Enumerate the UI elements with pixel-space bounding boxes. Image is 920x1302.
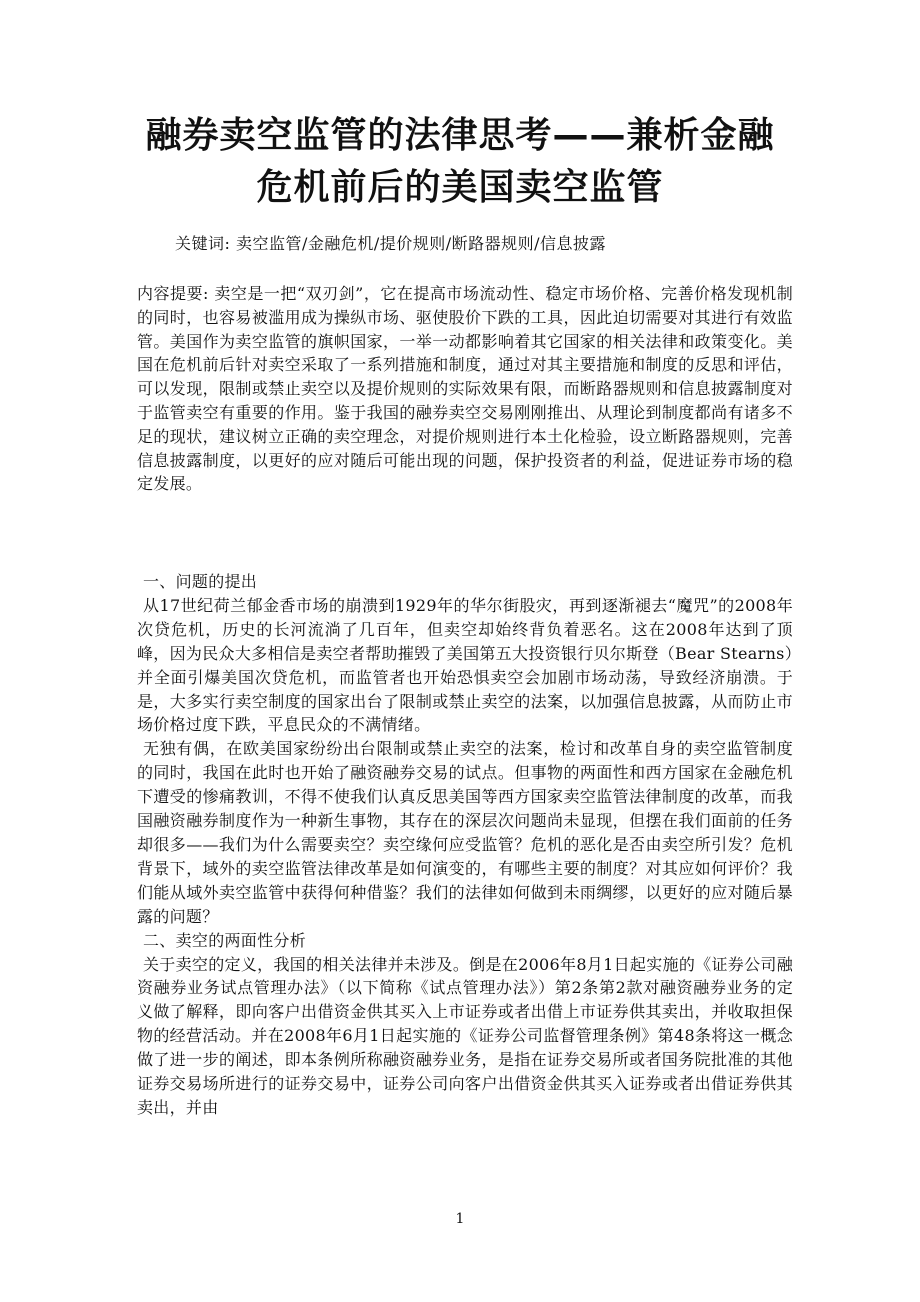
title-line-2: 危机前后的美国卖空监管 (256, 167, 664, 208)
section-heading-1: 一、问题的提出 (143, 572, 258, 591)
paragraph: 关于卖空的定义，我国的相关法律并未涉及。倒是在2006年8月1日起实施的《证券公司融资融券业务试点管理办法》（以下简称《试点管理办法》）第2条第2款对融资融券业务的定义做了解释，即向客户出借资金供其买入上市证券或者出借上市证券供其卖出，并收取担保物的经营活动。并在2008年6月1日起实施的《证券公司监督管理条例》第48条将这一概念做了进一步的阐述，即本条例所称融资融券业务，是指在证券交易所或者国务院批准的其他证券交易场所进行的证券交易中，证券公司向客户出借资金供其买入证券或者出借证券供其卖出，并由 (137, 954, 793, 1117)
paper-title (120, 110, 800, 214)
page-number: 1 (455, 1211, 465, 1227)
section-heading-2: 二、卖空的两面性分析 (143, 930, 307, 950)
abstract: 内容提要: 卖空是一把“双刃剑”，它在提高市场流动性、稳定市场价格、完善价格发现机制的同时，也容易被滥用成为操纵市场、驱使股价下跌的工具，因此迫切需要对其进行有效监管。美国作为卖空监管的旗帜国家，一举一动都影响着其它国家的相关法律和政策变化。美国在危机前后针对卖空采取了一系列措施和制度，通过对其主要措施和制度的反思和评估，可以发现，限制或禁止卖空以及提价规则的实际效果有限，而断路器规则和信息披露制度对于监管卖空有重要的作用。鉴于我国的融券卖空交易刚刚推出、从理论到制度都尚有诸多不足的现状，建议树立正确的卖空理念，对提价规则进行本土化检验，设立断路器规则，完善信息披露制度，以更好的应对随后可能出现的问题，保护投资者的利益，促进证券市场的稳定发展。 (137, 284, 793, 494)
keywords: 关键词: 卖空监管/金融危机/提价规则/断路器规则/信息披露 (175, 234, 607, 253)
body-text (137, 570, 793, 1120)
paragraph: 无独有偶，在欧美国家纷纷出台限制或禁止卖空的法案，检讨和改革自身的卖空监管制度的同时，我国在此时也开始了融资融券交易的试点。但事物的两面性和西方国家在金融危机下遭受的惨痛教训，不得不使我们认真反思美国等西方国家卖空监管法律制度的改革，而我国融资融券制度作为一种新生事物，其存在的深层次问题尚未显现，但摆在我们面前的任务却很多——我们为什么需要卖空？卖空缘何应受监管？危机的恶化是否由卖空所引发？危机背景下，域外的卖空监管法律改革是如何演变的，有哪些主要的制度？对其应如何评价？我们能从域外卖空监管中获得何种借鉴？我们的法律如何做到未雨绸缪，以更好的应对随后暴露的问题？ (137, 739, 793, 926)
title-line-1: 融券卖空监管的法律思考——兼析金融 (145, 115, 775, 156)
paragraph: 从17世纪荷兰郁金香市场的崩溃到1929年的华尔街股灾，再到逐渐褪去“魔咒”的2008年次贷危机，历史的长河流淌了几百年，但卖空却始终背负着恶名。这在2008年达到了顶峰，因为民众大多相信是卖空者帮助摧毁了美国第五大投资银行贝尔斯登（Bear Stearns）并全面引爆美国次贷危机，而监管者也开始恐惧卖空会加剧市场动荡，导致经济崩溃。于是，大多实行卖空制度的国家出台了限制或禁止卖空的法案，以加强信息披露，从而防止市场价格过度下跌，平息民众的不满情绪。 (137, 595, 793, 735)
